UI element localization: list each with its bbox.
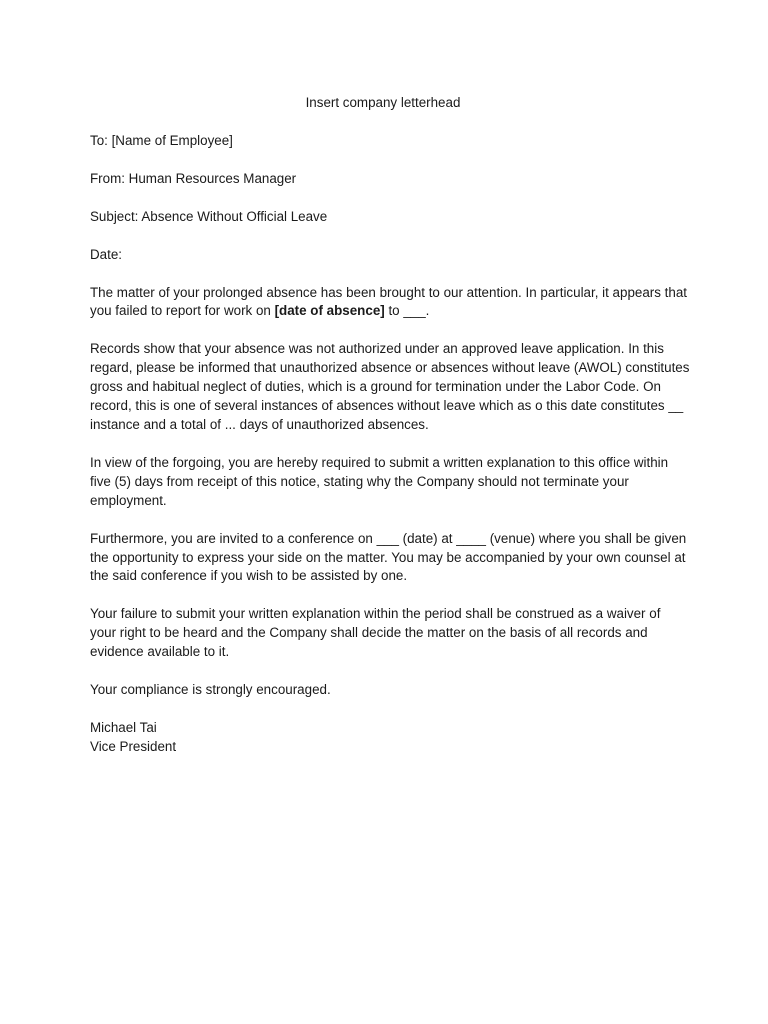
to-line: To: [Name of Employee] <box>90 132 233 148</box>
paragraph-conference: Furthermore, you are invited to a conference on ___ (date) at ____ (venue) where you shall be given the opportunity to express your side on the matter. You may be accompanied by your own counsel at the said conference if you wish to be assisted by one. <box>90 530 687 584</box>
from-line: From: Human Resources Manager <box>90 170 297 186</box>
letter-body <box>90 94 690 757</box>
subject-line: Subject: Absence Without Official Leave <box>90 208 328 224</box>
paragraph-failure-consequence: Your failure to submit your written explanation within the period shall be construed as a waiver of your right to be heard and the Company shall decide the matter on the basis of all records and evidence available to it. <box>90 606 661 660</box>
signatory-name: Michael Tai <box>90 719 157 735</box>
letterhead-placeholder: Insert company letterhead <box>305 95 461 110</box>
paragraph-explanation-request: In view of the forgoing, you are hereby required to submit a written explanation to this office within five (5) days from receipt of this notice, stating why the Company should not terminate your employment. <box>90 454 669 508</box>
date-of-absence-placeholder: [date of absence] <box>274 303 385 319</box>
paragraph-absence-notice-text: The matter of your prolonged absence has been brought to our attention. In particular, it appears that you failed to report for work on <box>90 284 688 319</box>
date-line: Date: <box>90 246 123 262</box>
signature-block <box>90 719 690 757</box>
paragraph-compliance: Your compliance is strongly encouraged. <box>90 682 331 698</box>
paragraph-records: Records show that your absence was not authorized under an approved leave application. In this regard, please be informed that unauthorized absence or absences without leave (AWOL) constitutes gross and habitual neglect of duties, which is a ground for termination under the Labor Code. On record, this is one of several instances of absences without leave which as o this date constitutes __ instance and a total of ... days of unauthorized absences. <box>90 341 690 432</box>
paragraph-absence-notice <box>90 284 690 322</box>
paragraph-absence-notice-end: to ___. <box>384 303 430 319</box>
signatory-title: Vice President <box>90 738 177 754</box>
